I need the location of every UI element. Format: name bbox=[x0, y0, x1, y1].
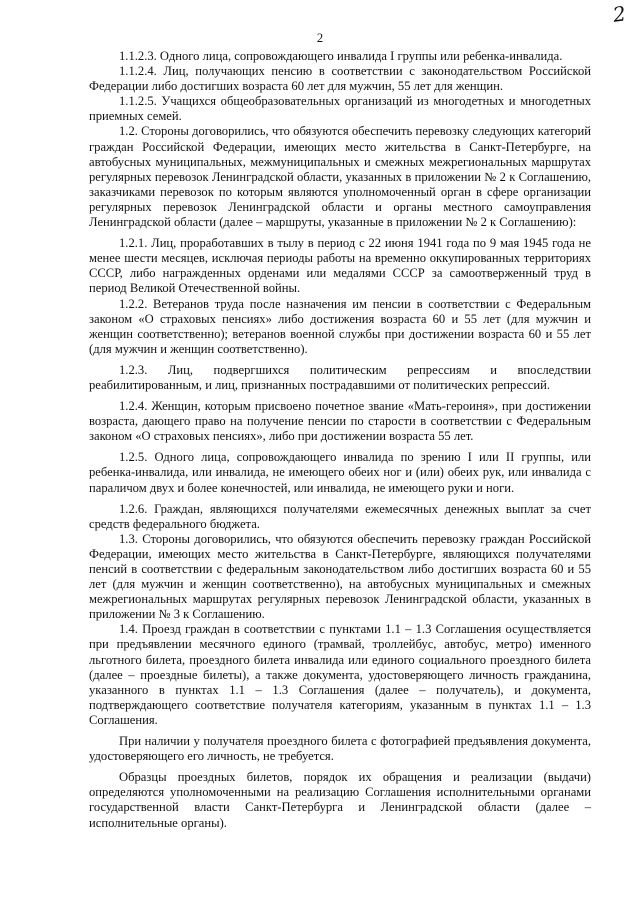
paragraph-1-1-2-5: 1.1.2.5. Учащихся общеобразовательных организаций из многодетных и многодетных приемных семей. bbox=[89, 94, 591, 124]
paragraph-photo-ticket: При наличии у получателя проездного билета с фотографией предъявления документа, удостоверяющего его личность, не требуется. bbox=[89, 734, 591, 764]
paragraph-1-1-2-4: 1.1.2.4. Лиц, получающих пенсию в соответствии с законодательством Российской Федерации либо достигших возраста 60 лет для мужчин, 55 лет для женщин. bbox=[89, 64, 591, 94]
document-body bbox=[89, 49, 591, 831]
paragraph-1-2-3: 1.2.3. Лиц, подвергшихся политическим репрессиям и впоследствии реабилитированным, и лиц, признанных пострадавшими от политических репрессий. bbox=[89, 362, 591, 392]
handwritten-page-mark: 2 bbox=[611, 1, 628, 27]
paragraph-1-2-5: 1.2.5. Одного лица, сопровождающего инвалида по зрению I или II группы, или ребенка-инвалида, или инвалида, не имеющего обеих ног и (или) обеих рук, или инвалида с параличом двух и более конечностей, или инвалида, не имеющего руки и ноги. bbox=[89, 450, 591, 495]
paragraph-1-2-4: 1.2.4. Женщин, которым присвоено почетное звание «Мать-героиня», при достижении возраста, дающего право на получение пенсии по старости в соответствии с Федеральным законом «О страховых пенсиях», либо при достижении возраста 55 лет. bbox=[89, 399, 591, 444]
paragraph-1-2-6: 1.2.6. Граждан, являющихся получателями ежемесячных денежных выплат за счет средств федерального бюджета. bbox=[89, 501, 591, 531]
paragraph-ticket-samples: Образцы проездных билетов, порядок их обращения и реализации (выдачи) определяются уполномоченными на реализацию Соглашения исполнительными органами государственной власти Санкт-Петербурга и Ленинградской области (далее – исполнительные органы). bbox=[89, 770, 591, 830]
paragraph-1-4: 1.4. Проезд граждан в соответствии с пунктами 1.1 – 1.3 Соглашения осуществляется при предъявлении месячного единого (трамвай, троллейбус, автобус, метро) именного льготного билета, проездного билета инвалида или единого социального проездного билета (далее – проездные билеты), а также документа, удостоверяющего личность гражданина, указанного в пунктах 1.1 – 1.3 Соглашения (далее – получатель), и документа, подтверждающего соответствие получателя категориям, указанным в пунктах 1.1 – 1.3 Соглашения. bbox=[89, 622, 591, 727]
paragraph-1-3: 1.3. Стороны договорились, что обязуются обеспечить перевозку граждан Российской Федерации, имеющих место жительства в Санкт-Петербурге, являющихся получателями пенсий в соответствии с федеральным законодательством либо достигших возраста 60 и 55 лет (для мужчин и женщин соответственно), на автобусных муниципальных и смежных межрегиональных маршрутах регулярных перевозок Ленинградской области, указанных в приложении № 3 к Соглашению. bbox=[89, 531, 591, 622]
paragraph-1-2-1: 1.2.1. Лиц, проработавших в тылу в период с 22 июня 1941 года по 9 мая 1945 года не менее шести месяцев, исключая периоды работы на временно оккупированных территориях СССР, либо награжденных орденами или медалями СССР за самоотверженный труд в период Великой Отечественной войны. bbox=[89, 236, 591, 296]
paragraph-1-2: 1.2. Стороны договорились, что обязуются обеспечить перевозку следующих категорий граждан Российской Федерации, имеющих место жительства в Санкт-Петербурге, на автобусных муниципальных, межмуниципальных и смежных межрегиональных маршрутах регулярных перевозок Ленинградской области, указанных в приложении № 2 к Соглашению, заказчиками перевозок по которым являются уполномоченный орган в сфере организации регулярных перевозок Ленинградской области и органы местного самоуправления Ленинградской области (далее – маршруты, указанные в приложении № 2 к Соглашению): bbox=[89, 124, 591, 230]
paragraph-1-1-2-3: 1.1.2.3. Одного лица, сопровождающего инвалида I группы или ребенка-инвалида. bbox=[119, 49, 563, 63]
page-number: 2 bbox=[316, 31, 324, 45]
paragraph-1-2-2: 1.2.2. Ветеранов труда после назначения им пенсии в соответствии с Федеральным законом «О страховых пенсиях» либо достижения возраста 60 и 55 лет (для мужчин и женщин соответственно); ветеранов военной службы при достижении возраста 60 и 55 лет (для мужчин и женщин соответственно). bbox=[89, 296, 591, 356]
